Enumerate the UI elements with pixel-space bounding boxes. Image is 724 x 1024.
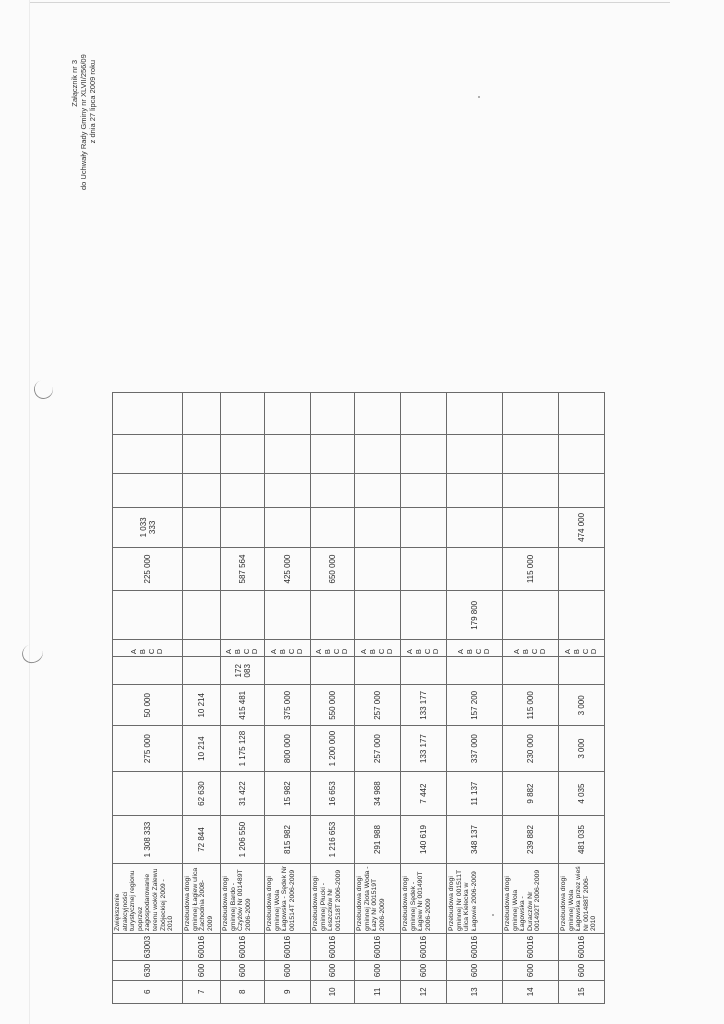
funding-letter: D <box>538 648 548 655</box>
table-row <box>447 393 503 1004</box>
amount-2010 <box>447 547 503 591</box>
chapter-code: 60016 <box>401 933 447 960</box>
amount-col-10 <box>265 435 311 474</box>
funding-letter: C <box>422 648 432 655</box>
table-row <box>311 393 355 1004</box>
amount-2009: 10 214 <box>183 685 221 726</box>
planned-total: 800 000 <box>265 726 311 772</box>
planned-total: 10 214 <box>183 726 221 772</box>
amount-col-11 <box>355 393 401 435</box>
section-code: 600 <box>401 961 447 980</box>
amount-2009: 550 000 <box>311 685 355 726</box>
chapter-code: 60016 <box>221 933 265 960</box>
amount-col-9 <box>355 474 401 508</box>
amount-2010: 650 000 <box>311 547 355 591</box>
funding-letter: D <box>340 648 350 655</box>
task-description: Zwiększenie atrakcyjności turystycznej regionu poprzez zagospodarowanie terenu wokół Zalewu Zbójeckiej 2009 - 2010 <box>113 863 183 933</box>
amount-col-5 <box>183 657 221 685</box>
table-row <box>113 393 183 1004</box>
funding-letter: B <box>520 649 530 655</box>
annex-header <box>70 54 97 190</box>
total-cost: 140 619 <box>401 816 447 864</box>
section-code: 600 <box>503 961 559 980</box>
section-code: 600 <box>183 961 221 980</box>
investment-table <box>112 392 605 1004</box>
funding-letter: D <box>295 648 305 655</box>
funding-letter: C <box>376 648 386 655</box>
amount-col-10 <box>311 435 355 474</box>
section-code: 600 <box>447 961 503 980</box>
amount-2010: 225 000 <box>113 547 183 591</box>
funding-source-letters <box>559 640 605 657</box>
planned-total: 337 000 <box>447 726 503 772</box>
expenses-before: 16 653 <box>311 771 355 815</box>
punch-hole-mark <box>19 641 45 666</box>
funding-letter: C <box>580 648 590 655</box>
expenses-before: 4 035 <box>559 771 605 815</box>
table-row <box>265 393 311 1004</box>
amount-2011 <box>311 508 355 548</box>
funding-letter: C <box>146 648 156 655</box>
investment-table-rotated <box>112 392 605 1004</box>
task-description: Przebudowa drogi gminnej Złota Woda - Łazy Nr 001519T 2006-2009 <box>355 863 401 933</box>
amount-2011: 1 033 333 <box>113 508 183 548</box>
funding-letter: B <box>367 649 377 655</box>
funding-letter: A <box>405 649 415 655</box>
funding-source-letters <box>183 640 221 657</box>
amount-2009: 375 000 <box>265 685 311 726</box>
amount-2011 <box>221 508 265 548</box>
amount-2011: 474 000 <box>559 508 605 548</box>
scan-edge <box>29 0 30 1024</box>
expenses-before: 7 442 <box>401 771 447 815</box>
amount-col-10 <box>559 435 605 474</box>
amount-2010 <box>559 547 605 591</box>
amount-col-6 <box>183 591 221 640</box>
annex-number: Załącznik nr 3 <box>70 60 79 107</box>
planned-total: 1 175 128 <box>221 726 265 772</box>
table-row <box>401 393 447 1004</box>
amount-2010 <box>183 547 221 591</box>
task-description: Przebudowa drogi gminnej Płucki - Leszczków Nr 001518T 2006-2009 <box>311 863 355 933</box>
amount-2011 <box>355 508 401 548</box>
chapter-code: 60016 <box>311 933 355 960</box>
amount-2009: 257 000 <box>355 685 401 726</box>
amount-col-6 <box>113 591 183 640</box>
total-cost: 348 137 <box>447 816 503 864</box>
amount-col-6 <box>503 591 559 640</box>
funding-source-letters <box>221 640 265 657</box>
funding-letter: C <box>473 648 483 655</box>
chapter-code: 60016 <box>183 933 221 960</box>
expenses-before: 62 630 <box>183 771 221 815</box>
task-description: Przebudowa drogi gminnej Nr 001511T ulica Kielecka w Łagowie 2006-2009 <box>447 863 503 933</box>
total-cost: 481 035 <box>559 816 605 864</box>
amount-2010 <box>401 547 447 591</box>
total-cost: 291 988 <box>355 816 401 864</box>
planned-total: 230 000 <box>503 726 559 772</box>
amount-col-5 <box>265 657 311 685</box>
funding-letter: D <box>385 648 395 655</box>
row-number: 14 <box>503 980 559 1003</box>
table-row <box>503 393 559 1004</box>
amount-2009: 3 000 <box>559 685 605 726</box>
amount-2011 <box>183 508 221 548</box>
amount-col-6 <box>265 591 311 640</box>
funding-letter: B <box>413 649 423 655</box>
amount-col-9 <box>401 474 447 508</box>
chapter-code: 60016 <box>503 933 559 960</box>
amount-col-6 <box>311 591 355 640</box>
total-cost: 1 216 653 <box>311 816 355 864</box>
amount-col-6 <box>355 591 401 640</box>
expenses-before <box>113 771 183 815</box>
total-cost: 1 206 550 <box>221 816 265 864</box>
section-code: 630 <box>113 961 183 980</box>
funding-letter: D <box>482 648 492 655</box>
funding-letter: A <box>224 649 234 655</box>
amount-2010: 587 564 <box>221 547 265 591</box>
funding-letter: B <box>277 649 287 655</box>
chapter-code: 60016 <box>355 933 401 960</box>
amount-col-10 <box>447 435 503 474</box>
funding-letter: A <box>456 649 466 655</box>
section-code: 600 <box>265 961 311 980</box>
amount-2009: 133 177 <box>401 685 447 726</box>
amount-col-6: 179 800 <box>447 591 503 640</box>
amount-2011 <box>503 508 559 548</box>
task-description: Przebudowa drogi gminnej Łagiew ulica Zachodnia 2008-2009 <box>183 863 221 933</box>
amount-col-5 <box>355 657 401 685</box>
funding-letter: C <box>241 648 251 655</box>
amount-2011 <box>401 508 447 548</box>
amount-col-5 <box>113 657 183 685</box>
table-row <box>355 393 401 1004</box>
planned-total: 133 177 <box>401 726 447 772</box>
section-code: 600 <box>355 961 401 980</box>
funding-source-letters <box>265 640 311 657</box>
amount-col-11 <box>221 393 265 435</box>
amount-col-11 <box>311 393 355 435</box>
funding-letter: C <box>529 648 539 655</box>
funding-letter: C <box>331 648 341 655</box>
amount-col-5 <box>503 657 559 685</box>
row-number: 11 <box>355 980 401 1003</box>
amount-col-10 <box>183 435 221 474</box>
planned-total: 1 200 000 <box>311 726 355 772</box>
expenses-before: 11 137 <box>447 771 503 815</box>
amount-col-10 <box>401 435 447 474</box>
amount-col-6 <box>559 591 605 640</box>
scan-edge-top <box>30 2 670 3</box>
funding-letter: D <box>589 648 599 655</box>
amount-col-11 <box>447 393 503 435</box>
amount-2010: 115 000 <box>503 547 559 591</box>
amount-col-11 <box>183 393 221 435</box>
row-number: 8 <box>221 980 265 1003</box>
amount-col-5 <box>401 657 447 685</box>
amount-2009: 50 000 <box>113 685 183 726</box>
funding-source-letters <box>355 640 401 657</box>
funding-letter: D <box>250 648 260 655</box>
expenses-before: 31 422 <box>221 771 265 815</box>
funding-source-letters <box>447 640 503 657</box>
amount-col-9 <box>113 474 183 508</box>
expenses-before: 34 988 <box>355 771 401 815</box>
funding-letter: A <box>359 649 369 655</box>
amount-col-11 <box>113 393 183 435</box>
funding-source-letters <box>401 640 447 657</box>
row-number: 13 <box>447 980 503 1003</box>
amount-col-9 <box>311 474 355 508</box>
amount-2009: 157 200 <box>447 685 503 726</box>
chapter-code: 60016 <box>447 933 503 960</box>
section-code: 600 <box>311 961 355 980</box>
row-number: 6 <box>113 980 183 1003</box>
punch-hole-mark <box>31 377 55 401</box>
amount-2011 <box>447 508 503 548</box>
amount-col-10 <box>503 435 559 474</box>
row-number: 9 <box>265 980 311 1003</box>
funding-letter: D <box>155 648 165 655</box>
row-number: 7 <box>183 980 221 1003</box>
amount-2010: 425 000 <box>265 547 311 591</box>
amount-col-6 <box>401 591 447 640</box>
funding-source-letters <box>503 640 559 657</box>
funding-letter: B <box>232 649 242 655</box>
funding-letter: D <box>431 648 441 655</box>
table-row <box>221 393 265 1004</box>
amount-col-9 <box>447 474 503 508</box>
task-description: Przebudowa drogi gminnej Wola Łagowska przez wieś Nr 001488T 2006-2010 <box>559 863 605 933</box>
funding-letter: B <box>137 649 147 655</box>
scan-speck <box>478 96 480 98</box>
amount-2009: 115 000 <box>503 685 559 726</box>
amount-col-9 <box>559 474 605 508</box>
task-description: Przebudowa drogi gminnej Wola Łagowska - Sędek Nr 001514T 2006-2009 <box>265 863 311 933</box>
amount-2009: 415 481 <box>221 685 265 726</box>
funding-letter: A <box>512 649 522 655</box>
funding-letter: A <box>129 649 139 655</box>
amount-col-6 <box>221 591 265 640</box>
amount-col-9 <box>503 474 559 508</box>
amount-col-5 <box>559 657 605 685</box>
total-cost: 815 982 <box>265 816 311 864</box>
task-description: Przebudowa drogi gminnej Wola Łagowska - Duraczów Nr 001492T 2006-2009 <box>503 863 559 933</box>
chapter-code: 63003 <box>113 933 183 960</box>
funding-letter: B <box>464 649 474 655</box>
total-cost: 1 308 333 <box>113 816 183 864</box>
funding-letter: B <box>322 649 332 655</box>
amount-col-9 <box>265 474 311 508</box>
funding-letter: C <box>286 648 296 655</box>
funding-source-letters <box>311 640 355 657</box>
amount-col-11 <box>559 393 605 435</box>
section-code: 600 <box>221 961 265 980</box>
row-number: 12 <box>401 980 447 1003</box>
total-cost: 239 882 <box>503 816 559 864</box>
section-code: 600 <box>559 961 605 980</box>
amount-col-10 <box>355 435 401 474</box>
amount-col-10 <box>221 435 265 474</box>
funding-letter: A <box>563 649 573 655</box>
funding-source-letters <box>113 640 183 657</box>
planned-total: 257 000 <box>355 726 401 772</box>
amount-col-5 <box>447 657 503 685</box>
amount-2011 <box>265 508 311 548</box>
row-number: 15 <box>559 980 605 1003</box>
annex-date: z dnia 27 lipca 2009 roku <box>88 60 97 144</box>
chapter-code: 60016 <box>265 933 311 960</box>
task-description: Przebudowa drogi gminnej Bardo - Czyżów Nr 001489T 2006-2009 <box>221 863 265 933</box>
amount-col-11 <box>503 393 559 435</box>
expenses-before: 9 882 <box>503 771 559 815</box>
amount-col-9 <box>221 474 265 508</box>
amount-col-9 <box>183 474 221 508</box>
amount-col-11 <box>401 393 447 435</box>
total-cost: 72 844 <box>183 816 221 864</box>
funding-letter: A <box>314 649 324 655</box>
task-description: Przebudowa drogi gminnej Sędek - Łagiew Nr 001490T 2006-2009 <box>401 863 447 933</box>
amount-2010 <box>355 547 401 591</box>
chapter-code: 60016 <box>559 933 605 960</box>
planned-total: 3 000 <box>559 726 605 772</box>
amount-col-10 <box>113 435 183 474</box>
row-number: 10 <box>311 980 355 1003</box>
funding-letter: B <box>571 649 581 655</box>
annex-resolution: do Uchwały Rady Gminy nr XLVII/256/09 <box>79 54 88 190</box>
amount-col-11 <box>265 393 311 435</box>
funding-letter: A <box>269 649 279 655</box>
table-row <box>183 393 221 1004</box>
amount-col-5: 172 083 <box>221 657 265 685</box>
planned-total: 275 000 <box>113 726 183 772</box>
table-row <box>559 393 605 1004</box>
amount-col-5 <box>311 657 355 685</box>
expenses-before: 15 982 <box>265 771 311 815</box>
